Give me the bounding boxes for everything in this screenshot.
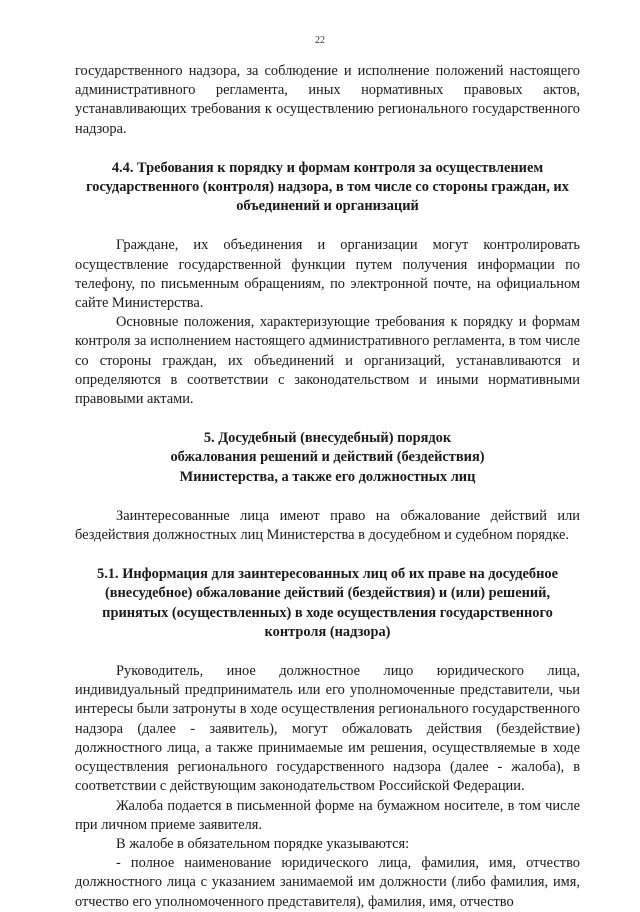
section-5-1-paragraph: Руководитель, иное должностное лицо юридического лица, индивидуальный предприниматель или его уполномоченные представители, чьи интересы были затронуты в ходе осуществления регионального государственного надзора (далее - заявитель), могут обжаловать действия (бездействие) должностного лица, а также принимаемые им решения, осуществляемые в ходе осуществления регионального государственного надзора (далее - жалоба), в соответствии с действующим законодательством Российской Федерации. [75, 663, 580, 795]
section-5-1-paragraph: Жалоба подается в письменной форме на бумажном носителе, в том числе при личном приеме заявителя. [75, 797, 580, 833]
section-5-1-paragraph: - полное наименование юридического лица, фамилия, имя, отчество должностного лица с указанием занимаемой им должности (либо фамилия, имя, отчество его уполномоченного представителя), фамилия, имя, отчество [75, 855, 580, 910]
section-4-4-paragraph: Основные положения, характеризующие требования к порядку и формам контроля за исполнением настоящего административного регламента, в том числе со стороны граждан, их объединений и организаций, устанавливаются и определяются в соответствии с законодательством и иными нормативными правовыми актами. [75, 314, 580, 408]
section-5-heading: 5. Досудебный (внесудебный) порядок обжалования решений и действий (бездействия) Министерства, а также его должностных лиц [170, 430, 485, 485]
section-5-1-heading: 5.1. Информация для заинтересованных лиц об их праве на досудебное (внесудебное) обжалование действий (бездействия) и (или) решений, принятых (осуществленных) в ходе осуществления государственного контроля (надзора) [97, 566, 558, 640]
section-5-1-paragraph: В жалобе в обязательном порядке указываются: [116, 835, 410, 852]
document-body [75, 62, 580, 912]
intro-paragraph: государственного надзора, за соблюдение и исполнение положений настоящего административного регламента, иных нормативных правовых актов, устанавливающих требования к осуществлению регионального государственного надзора. [75, 63, 580, 137]
section-4-4-paragraph: Граждане, их объединения и организации могут контролировать осуществление государственной функции путем получения информации по телефону, по письменным обращениям, по электронной почте, на официальном сайте Министерства. [75, 237, 580, 312]
section-4-4-heading: 4.4. Требования к порядку и формам контроля за осуществлением государственного (контроля) надзора, в том числе со стороны граждан, их объединений и организаций [86, 159, 569, 215]
page-number: 22 [315, 35, 325, 46]
section-5-paragraph: Заинтересованные лица имеют право на обжалование действий или бездействия должностных лиц Министерства в досудебном и судебном порядке. [75, 507, 580, 544]
